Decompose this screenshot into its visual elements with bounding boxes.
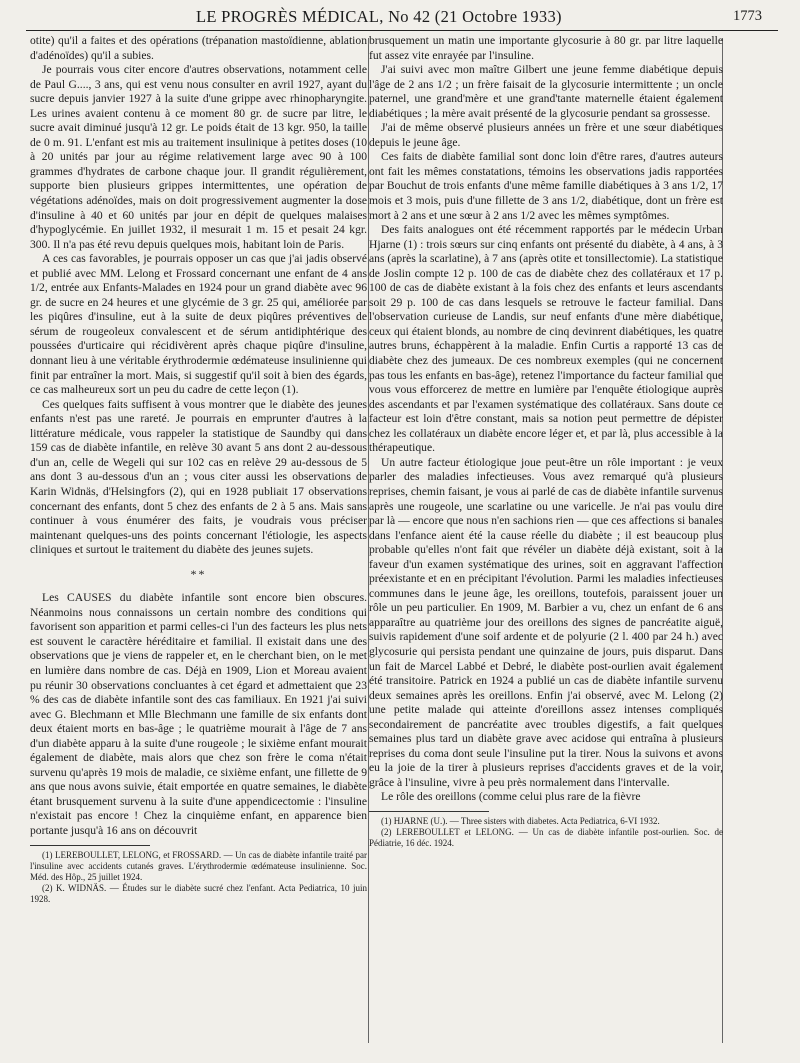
paragraph: Ces faits de diabète familial sont donc loin d'être rares, d'autres auteurs ont fait les mêmes constatations, témoins les observations jadis rapportées par Bouchut de trois enfants d'une même famille diabétiques à 3 ans 1/2, 17 mois et 3 mois, puis d'une fillette de 3 ans 1/2, diabétique, dont un frère est mort à 2 ans et une sœur à 2 ans 1/2 avec les mêmes symptômes. [369, 150, 723, 222]
footnote: (1) HJARNE (U.). — Three sisters with diabetes. Acta Pediatrica, 6-VI 1932. [381, 815, 660, 826]
footnote: (2) K. WIDNÄS. — Études sur le diabète sucré chez l'enfant. Acta Pediatrica, 10 juin 1928. [30, 882, 367, 904]
footnote: (2) LEREBOULLET et LELONG. — Un cas de diabète infantile post-ourlien. Soc. de Pédiatrie, 16 déc. 1924. [369, 826, 723, 848]
paragraph: Je pourrais vous citer encore d'autres observations, notamment celle de Paul G...., 3 ans, qui est venu nous consulter en avril 1927, ayant du sucre depuis janvier 1927 à la suite d'une grippe avec rhinopharyngite. Les urines avaient contenu à ce moment 80 gr. de sucre par litre, le sucre avait diminué jusqu'à 12 gr. Le poids était de 13 kgr. 950, la taille de 0 m. 91. L'enfant est mis au traitement insulinique à petites doses (10 à 20 unités par jour au régime relativement large avec 90 à 100 grammes d'hydrates de carbone chaque jour. Il grandit régulièrement, supporte bien plusieurs grippes intermittentes, une opération de végétations adénoïdes, mais on doit progressivement augmenter la dose d'insuline à 40 et 60 unités par jour en dépit de quelques malaises d'hypoglycémie. En juillet 1932, il mesurait 1 m. 15 et pesait 24 kgr. 300. Il n'a pas été revu depuis quelques mois, habitant loin de Paris. [30, 63, 367, 251]
paragraph: Un autre facteur étiologique joue peut-être un rôle important : je veux parler des maladies infectieuses. Vous avez remarqué qu'à plusieurs reprises, chemin faisant, je vous ai parlé de cas de diabète infantile survenus après une rougeole, une scarlatine ou une varicelle. Je n'ai pas voulu dire par là — encore que nous n'en sachions rien — que ces affections si banales dans l'enfance aient été la cause réelle du diabète ; il est beaucoup plus probable qu'elles n'ont fait que révéler un diabète déjà existant, soit à la faveur d'un examen systématique des urines, soit en aggravant l'affection préexistante et en en précipitant l'évolution. Parmi les maladies infectieuses communes dans le jeune âge, les oreillons, toutefois, paraissent jouer un rôle un peu particulier. En 1909, M. Barbier a vu, chez un enfant de 6 ans apparaître au quatrième jour des oreillons des signes de pancréatite aiguë, suivis rapidement d'une soif ardente et de polyurie (2 l. 400 par 24 h.) avec glycosurie qui persista pendant une quinzaine de jours, puis disparut. Dans un fait de Marcel Labbé et Debré, le diabète post-ourlien avait également été transitoire. Patrick en 1924 a publié un cas de diabète infantile survenu deux semaines après les oreillons. Enfin j'ai observé, avec M. Lelong (2) une petite malade qui atteinte d'oreillons assez intenses compliqués secondairement de pancréatite avec troubles digestifs, a fait quelques semaines plus tard un diabète grave avec acidose qui entraîna à plusieurs reprises du coma dont seule l'insuline put la tirer. Nous la suivons et avons eu la joie de la tirer à plusieurs reprises d'accidents graves et de la voir, grâce à l'insuline, vivre à peu près normalement dans l'intervalle. [369, 455, 723, 789]
left-column [30, 34, 367, 905]
journal-title: LE PROGRÈS MÉDICAL, No 42 (21 Octobre 1933) [196, 7, 562, 26]
paragraph: A ces cas favorables, je pourrais opposer un cas que j'ai jadis observé et publié avec MM. Lelong et Frossard concernant une enfant de 4 ans 1/2, entrée aux Enfants-Malades en 1924 pour un grand diabète avec 96 gr. de sucre en 24 heures et une glycémie de 3 gr. 25 qui, améliorée par les piqûres d'insuline, eut à la suite de deux piqûres préventives de sérum de rougeoleux convalescent et de sérum antidiphtérique des poussées d'urticaire qui récidivèrent après chaque piqûre d'insuline, donnant lieu à une véritable érythrodermie œdémateuse insulinienne qui finit par entraîner la mort. Mais, si suggestif qu'il soit à bien des égards, ce cas malheureux sort un peu du cadre de cette leçon (1). [30, 252, 367, 397]
paragraph: Les CAUSES du diabète infantile sont encore bien obscures. Néanmoins nous connaissons un certain nombre des conditions qui favorisent son apparition et parmi celles-ci l'un des facteurs les plus nets est souvent le caractère héréditaire et familial. Il existait dans une des observations que je viens de rappeler et, en le cherchant bien, on le met en lumière dans nombre de cas. Déjà en 1909, Lion et Moreau avaient pu réunir 30 observations concluantes à cet égard et admettaient que 23 % des cas de diabète infantile sont des cas familiaux. En 1921 j'ai suivi avec G. Blechmann et Mlle Blechmann une famille de six enfants dont deux étaient morts en bas-âge ; le quatrième mourait à l'âge de 7 ans d'un diabète apparu à la suite d'une rougeole ; le sixième enfant mourait également de diabète, mais alors que chez son frère le coma n'était survenu qu'après 19 mois de maladie, ce sixième enfant, une fillette de 9 ans que nous avons suivie, était emportée en quatre semaines, le diabète étant brusquement survenu à la suite d'une appendicectomie : l'insuline n'existait pas encore ! Chez la cinquième enfant, en apparence bien portante jusqu'à 16 ans on découvrit [30, 591, 367, 837]
page-header [26, 4, 778, 31]
page-number: 1773 [733, 8, 762, 24]
footnote-rule [30, 845, 150, 846]
right-column [369, 34, 723, 849]
footnote-rule [369, 811, 489, 812]
footnote: (1) LEREBOULLET, LELONG, et FROSSARD. — Un cas de diabète infantile traité par l'insuline avec accidents cutanés graves. L'érythrodermie œdémateuse insulinienne. Soc. Méd. des Hôp., 25 juillet 1924. [30, 849, 367, 882]
paragraph: otite) qu'il a faites et des opérations (trépanation mastoïdienne, ablation d'adénoïdes) qu'il a subies. [30, 34, 367, 62]
paragraph: Le rôle des oreillons (comme celui plus rare de la fièvre [381, 790, 641, 804]
paragraph: brusquement un matin une importante glycosurie à 80 gr. par litre laquelle fut assez vite enrayée par l'insuline. [369, 34, 723, 62]
paragraph: Ces quelques faits suffisent à vous montrer que le diabète des jeunes enfants n'est pas une rareté. Je pourrais en emprunter d'autres à la littérature médicale, vous rappeler la statistique de Saundby qui dans 159 cas de diabète infantile, en relève 30 avant 5 ans dont 2 au-dessous d'un an, celle de Wegeli qui sur 102 cas en relève 29 au-dessous de 5 ans dont 3 au-dessous d'un an ; vous citer aussi les observations de Karin Widnäs, d'Helsingfors (2), qui en 1928 publiait 17 observations concernant des enfants, dont 5 chez des enfants de 2 à 5 ans. Mais sans continuer à vous énumérer des faits, je voudrais vous préciser maintenant quelques-uns des points concernant l'étiologie, les aspects cliniques et surtout le traitement du diabète des jeunes sujets. [30, 397, 367, 557]
paragraph: Des faits analogues ont été récemment rapportés par le médecin Urban Hjarne (1) : trois sœurs sur cinq enfants ont présenté du diabète, à 4 ans, à 3 ans (après la scarlatine), à 7 ans (après otite et tonsillectomie). La statistique de Joslin compte 12 p. 100 de cas de diabète chez des collatéraux et 17 p. 100 de cas de diabète existant à la fois chez des enfants et leurs ascendants soit 29 p. 100 de cas dans lesquels se retrouve le facteur familial. Dans l'observation curieuse de Landis, sur neuf enfants d'une mère diabétique, ceux qui étaient blonds, au nombre de cinq devinrent diabétiques, les quatre autres bruns, échappèrent à la maladie. Enfin Curtis a rapporté 13 cas de diabète chez des jumeaux. De ces nombreux exemples (qui ne concernent pas tous les enfants en bas-âge), retenez l'importance du facteur familial que vous vous efforcerez de mettre en lumière par l'enquête étiologique auprès des ascendants et par l'examen systématique des collatéraux. Sans doute ce facteur est loin d'être constant, mais sa notion peut permettre de dépister chez les collatéraux un diabète encore léger et, et par là, plus accessible à la thérapeutique. [369, 223, 723, 455]
section-separator: ** [190, 566, 207, 581]
paragraph: J'ai suivi avec mon maître Gilbert une jeune femme diabétique depuis l'âge de 2 ans 1/2 ; un frère faisait de la glycosurie intermittente ; un oncle paternel, une grand'mère et une grand'tante maternelle étaient également diabétiques ; la mère avait présenté de la glycosurie pendant sa grossesse. [369, 63, 723, 120]
paragraph: J'ai de même observé plusieurs années un frère et une sœur diabétiques depuis le jeune âge. [369, 121, 723, 149]
